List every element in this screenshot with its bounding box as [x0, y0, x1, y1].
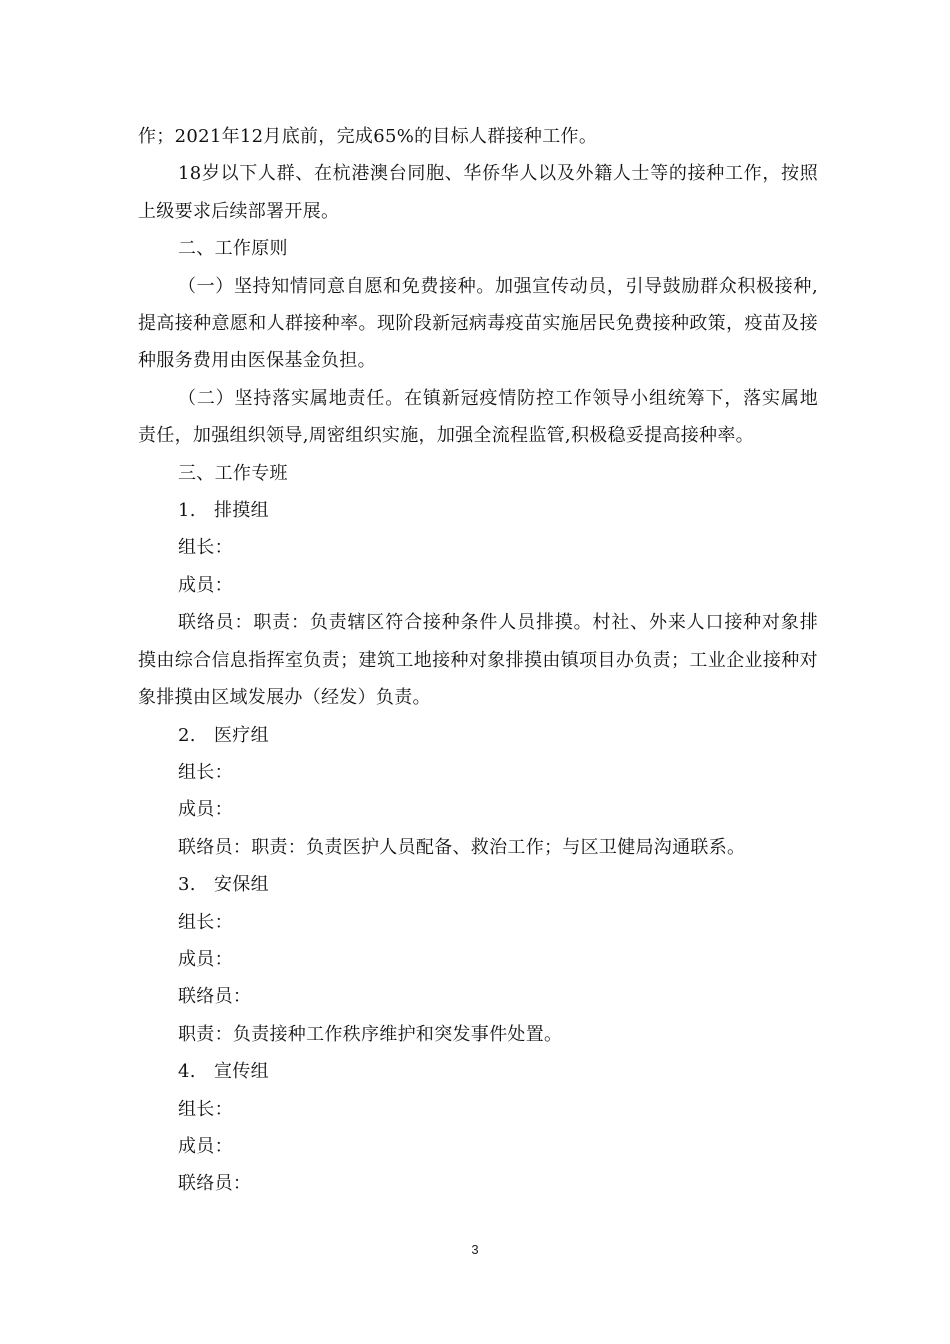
- group-line: 成员：: [178, 948, 233, 970]
- group-line: 联络员：: [178, 1173, 252, 1195]
- group-name: 安保组: [214, 874, 269, 896]
- group-number: 4.: [178, 1061, 196, 1083]
- group-name: 排摸组: [214, 500, 269, 522]
- group-line: 组长：: [178, 911, 233, 933]
- group-name: 医疗组: [214, 724, 269, 746]
- group-duty: 职责：负责接种工作秩序维护和突发事件处置。: [178, 1023, 563, 1045]
- group-heading: [138, 492, 818, 529]
- group-number: 3.: [178, 874, 196, 896]
- page-number: 3: [471, 1242, 479, 1257]
- group-line: 成员：: [178, 574, 233, 596]
- paragraph: 18岁以下人群、在杭港澳台同胞、华侨华人以及外籍人士等的接种工作，按照上级要求后续部署开展。: [138, 163, 818, 222]
- group-heading: [138, 717, 818, 754]
- group-number: 1.: [178, 500, 196, 522]
- group-number: 2.: [178, 724, 196, 746]
- group-heading: [138, 866, 818, 903]
- group-duty: 联络员：职责：负责辖区符合接种条件人员排摸。村社、外来人口接种对象排摸由综合信息指挥室负责；建筑工地接种对象排摸由镇项目办负责；工业企业接种对象排摸由区域发展办（经发）负责。: [138, 612, 818, 709]
- group-line: 组长：: [178, 1098, 233, 1120]
- paragraph: 作；2021年12月底前，完成65%的目标人群接种工作。: [138, 126, 598, 147]
- document-body: [138, 118, 818, 1203]
- group-line: 组长：: [178, 761, 233, 783]
- group-name: 宣传组: [214, 1061, 269, 1083]
- group-line: 成员：: [178, 799, 233, 821]
- group-line: 成员：: [178, 1135, 233, 1157]
- group-line: 组长：: [178, 537, 233, 559]
- paragraph: （一）坚持知情同意自愿和免费接种。加强宣传动员，引导鼓励群众积极接种,提高接种意愿和人群接种率。现阶段新冠病毒疫苗实施居民免费接种政策，疫苗及接种服务费用由医保基金负担。: [138, 275, 818, 372]
- group-line: 联络员：: [178, 986, 252, 1008]
- group-heading: [138, 1053, 818, 1090]
- paragraph: （二）坚持落实属地责任。在镇新冠疫情防控工作领导小组统筹下，落实属地责任，加强组织领导,周密组织实施，加强全流程监管,积极稳妥提高接种率。: [138, 387, 818, 447]
- group-duty: 联络员：职责：负责医护人员配备、救治工作；与区卫健局沟通联系。: [178, 836, 746, 858]
- section-heading: 三、工作专班: [178, 462, 288, 484]
- section-heading: 二、工作原则: [178, 238, 288, 260]
